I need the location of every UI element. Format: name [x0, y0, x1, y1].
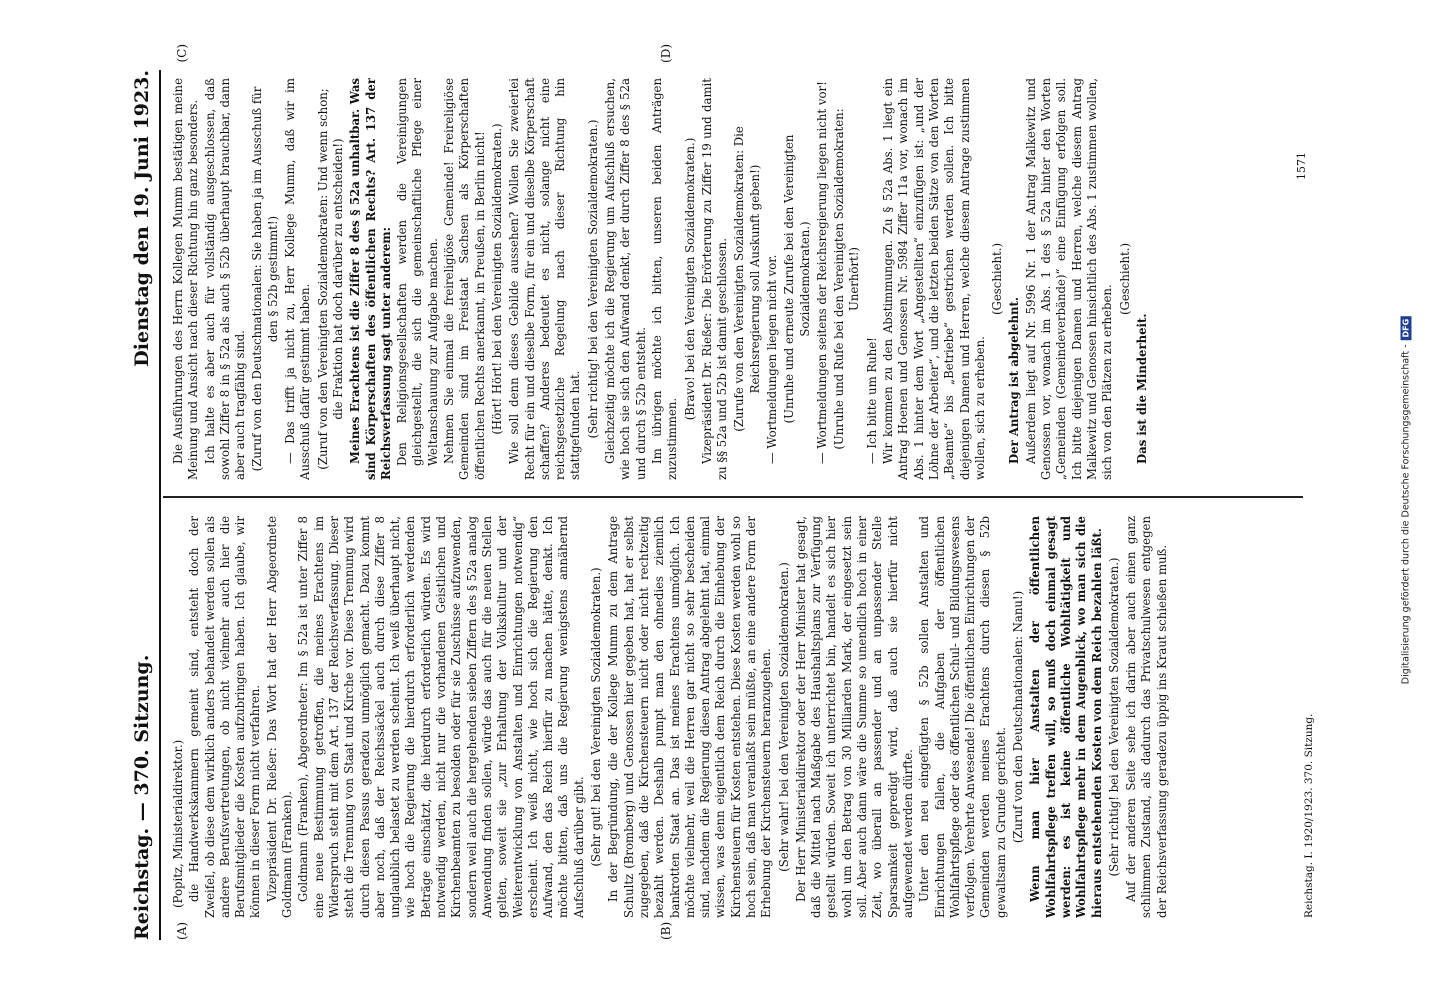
paragraph-emphasis: Wenn man hier Anstalten der öffentlichen Wohlfahrtspflege treffen will, so muß doch einmal gesagt werden: es ist keine öffentliche Wohltätigkeit und Wohlfahrtspflege mehr in dem Augenblick, wo man sich die hieraus entstehenden Kosten von dem Reich bezahlen läßt.: [1028, 516, 1104, 918]
paragraph: Der Herr Ministerialdirektor oder der Herr Minister hat gesagt, daß die Mittel nach Maßgabe des Haushaltsplans zur Verfügung gestellt würden. Soweit ich unterrichtet bin, handelt es sich hier wohl um den Betrag von 30 Milliarden Mark, der eingesetzt sein soll. Aber auch dann wäre die Summe so unendlich hoch in einer Zeit, wo überall an passender und an unpassender Stelle Sparsamkeit gepredigt wird, daß auch sie hierfür nicht aufgewendet werden dürfte.: [793, 516, 915, 918]
speaker-paragraph: Vizepräsident Dr. Rießer: Die Erörterung zu Ziffer 19 und damit zu §§ 52a und 52b ist damit geschlossen.: [699, 78, 730, 480]
interjection: (Sehr gut! bei den Vereinigten Sozialdemokraten.): [589, 567, 604, 867]
document-page: [67, 0, 1367, 1000]
paragraph: Die Ausführungen des Herrn Kollegen Mumm bestätigen meine Meinung und Ansicht nach dieser Richtung hin ganz besonders.: [171, 78, 201, 480]
paragraph: die Handwerkskammern gemeint sind, entsteht doch der Zweifel, ob diese dem wirklich anders behandelt werden sollen als andere Berufsvertretungen, ob nicht vielmehr auch hier die Berufsmitglieder die Kosten aufzubringen haben. Ich glaube, wir können in dieser Form nicht verfahren.: [187, 516, 263, 918]
left-text-column: [171, 516, 1301, 918]
interjection: (Zurufe von den Vereinigten Sozialdemokraten: Die Reichsregierung soll Auskunft geben!): [732, 126, 762, 432]
interjection: (Bravo! bei den Vereinigten Sozialdemokraten.): [682, 137, 697, 421]
interjection: (Hört! Hört! bei den Vereinigten Sozialdemokraten.): [489, 123, 504, 435]
page-header: [119, 70, 161, 940]
speaker-context: (Popitz, Ministerialdirektor.): [171, 739, 185, 908]
margin-mark-c: (C): [175, 44, 189, 63]
interjection: (Zuruf von den Deutschnationalen: Sie haben ja im Ausschuß für den § 52b gestimmt!): [250, 86, 280, 472]
quotation: Den Religionsgesellschaften werden die Vereinigungen gleichgestellt, die sich die gemeinschaftliche Pflege einer Weltanschauung zur Aufgabe machen.: [395, 78, 440, 466]
interjection: (Zuruf von den Vereinigten Sozialdemokraten: Und wenn schon; die Fraktion hat doch darüber zu entscheiden!): [315, 88, 345, 470]
speaker-paragraph: Vizepräsident Dr. Rießer: Das Wort hat der Herr Abgeordnete Goldmann (Franken).: [264, 516, 295, 918]
paragraph-emphasis: Meines Erachtens ist die Ziffer 8 des § 52a unhaltbar. Was sind Körperschaften des öffentlichen Rechts? Art. 137 der Reichsverfassung sagt unter anderem:: [348, 78, 393, 480]
page-folio: 1571: [1295, 152, 1308, 180]
margin-mark-b: (B): [659, 921, 673, 940]
paragraph: Wie soll denn dieses Gebilde aussehen? Wollen Sie zweierlei Recht für ein und dieselbe Form, für ein und dieselbe Körperschaft schaffen? Anderes bedeutet es nicht, solange nicht eine reichsgesetzliche Regelung nach dieser Richtung hin stattgefunden hat.: [507, 78, 583, 480]
paragraph: Im übrigen möchte ich bitten, unseren beiden Anträgen zuzustimmen.: [649, 78, 680, 480]
paragraph: Ich halte es aber auch für vollständig ausgeschlossen, daß sowohl Ziffer 8 in § 52a als auch § 52b überhaupt brauchbar, dann aber auch tragfähig sind.: [202, 78, 248, 480]
paragraph: Nehmen Sie einmal die freireligiöse Gemeinde! Freireligiöse Gemeinden sind im Freistaat Sachsen als Körperschaften öffentlichen Rechts anerkannt, in Preußen, in Berlin nicht!: [442, 78, 487, 480]
interjection: (Unruhe und Rufe bei den Vereinigten Sozialdemokraten: Unerhört!): [832, 108, 862, 450]
header-left: Reichstag. — 370. Sitzung.: [131, 654, 153, 940]
paragraph: — Das trifft ja nicht zu, Herr Kollege Mumm, daß wir im Ausschuß dafür gestimmt haben.: [283, 78, 313, 480]
page-footer: Reichstag. I. 1920/1923. 370. Sitzung.: [1303, 713, 1315, 918]
paragraph: Auf der anderen Seite sehe ich darin aber auch einen ganz schlimmen Zustand, als dadurch das Privatschulwesen entgegen der Reichsverfassung geradezu üppig ins Kraut schießen muß.: [1124, 516, 1169, 918]
paragraph: Unter den neu eingefügten § 52b sollen Anstalten und Einrichtungen fallen, die Aufgaben der öffentlichen Wohlfahrtspflege oder des öffentlichen Schul- und Bildungswesens verfolgen. Verehrte Anwesende! Die öffentlichen Einrichtungen der Gemeinden werden meines Erachtens durch diesen § 52b gewaltsam zu Grunde gerichtet.: [917, 516, 1008, 918]
paragraph: Wir kommen zu den Abstimmungen. Zu § 52a Abs. 1 liegt ein Antrag Hoenen und Genossen Nr. 5984 Ziffer 11a vor, wonach im Abs. 1 hinter dem Wort „Angestellten“ einzufügen ist: „und der Löhne der Arbeiter“, und die letzten beiden Sätze von den Worten „Beamte“ bis „Betriebe“ gestrichen werden sollen. Ich bitte diejenigen Damen und Herren, welche diesem Antrage zustimmen wollen, sich zu erheben.: [881, 78, 987, 480]
paragraph: — Ich bitte um Ruhe!: [864, 337, 879, 464]
speaker-paragraph: Goldmann (Franken), Abgeordneter: Im § 52a ist unter Ziffer 8 eine neue Bestimmung getroffen, die meines Erachtens im Widerspruch steht mit dem Art. 137 der Reichsverfassung. Dieser steht die Trennung von Staat und Kirche vor. Diese Trennung wird durch diesen Passus geradezu unmöglich gemacht. Dazu kommt aber noch, daß der Reichssäckel auch durch diese Ziffer 8 unglaublich belastet zu werden scheint. Ich weiß überhaupt nicht, wie hoch die Regierung die hierdurch erforderlich werdenden Beträge einschätzt, die hierdurch erforderlich würden. Es wird notwendig werden, nicht nur die vorhandenen Geistlichen und Kirchenbeamten zu besolden oder für sie Zuschüsse aufzuwenden, sondern weil auch die hergehenden sieben Ziffern des § 52a analog Anwendung finden sollen, würde das auch für die neuen Stellen gelten, soweit sie „zur Erhaltung der Volkskultur und der Weiterentwicklung von Anstalten und Einrichtungen notwendig“ erscheint. Ich weiß nicht, wie hoch sich die Regierung den Aufwand, den das Reich hierfür zu machen hätte, denkt. Ich möchte bitten, daß uns die Regierung wenigstens annähernd Aufschluß darüber gibt.: [296, 516, 586, 918]
margin-mark-d: (D): [659, 44, 673, 63]
interjection: (Geschieht.): [1117, 242, 1132, 316]
interjection: (Geschieht.): [990, 242, 1005, 316]
interjection: (Sehr richtig! bei den Vereinigten Sozialdemokraten.): [585, 119, 600, 439]
interjection: (Sehr richtig! bei den Vereinigten Sozialdemokraten.): [1106, 557, 1121, 877]
interjection: (Sehr wahr! bei den Vereinigten Sozialdemokraten.): [776, 562, 791, 872]
paragraph: — Wortmeldungen seitens der Reichsregierung liegen nicht vor!: [814, 81, 829, 464]
dfg-notice-text: Digitalisierung gefördert durch die Deutsche Forschungsgemeinschaft -: [1400, 344, 1412, 685]
column-divider: [163, 497, 1303, 499]
dfg-notice: [1401, 316, 1412, 684]
right-text-column: [171, 78, 1301, 480]
paragraph: Gleichzeitig möchte ich die Regierung um Aufschluß ersuchen, wie hoch sie sich den Aufwand denkt, der durch Ziffer 8 des § 52a und durch § 52b entsteht.: [603, 78, 648, 480]
interjection: (Unruhe und erneute Zurufe bei den Vereinigten Sozialdemokraten.): [782, 134, 812, 424]
result-line: Das ist die Minderheit.: [1134, 313, 1149, 464]
result-line: Der Antrag ist abgelehnt.: [1007, 297, 1022, 464]
margin-mark-a: (A): [175, 921, 189, 940]
paragraph: Außerdem liegt auf Nr. 5996 Nr. 1 der Antrag Malkewitz und Genossen vor, wonach im Abs. 1 des § 52a hinter den Worten „Gemeinden (Gemeindeverbände)“ eine Einfügung erfolgen soll. Ich bitte diejenigen Damen und Herren, welche diesem Antrag Malkewitz und Genossen hinsichtlich des Abs. 1 zustimmen wollen, sich von den Plätzen zu erheben.: [1023, 78, 1115, 480]
header-right: Dienstag den 19. Juni 1923.: [131, 70, 153, 367]
paragraph: In der Begründung, die der Kollege Mumm zu dem Antrage Schultz (Bromberg) und Genossen hier gegeben hat, hat er selbst zugegeben, daß die Kirchensteuern nicht oder nicht rechtzeitig bezahlt werden. Deshalb pumpt man den ohnedies ziemlich bankrotten Staat an. Das ist meines Erachtens unmöglich. Ich möchte vielmehr, weil die Herren gar nicht so sehr bescheiden sind, nachdem die Regierung diesen Antrag abgelehnt hat, einmal wissen, was denn eigentlich dem Reich durch die Einhebung der Kirchensteuern für Kosten entstehen. Diese Kosten werden wohl so hoch sein, daß man veranlaßt sein müßte, an eine andere Form der Erhebung der Kirchensteuern heranzugehen.: [606, 516, 774, 918]
dfg-logo: DFG: [1401, 316, 1412, 341]
interjection: (Zuruf von den Deutschnationalen: Nanu!): [1011, 590, 1026, 844]
paragraph: — Wortmeldungen liegen nicht vor.: [764, 254, 779, 464]
